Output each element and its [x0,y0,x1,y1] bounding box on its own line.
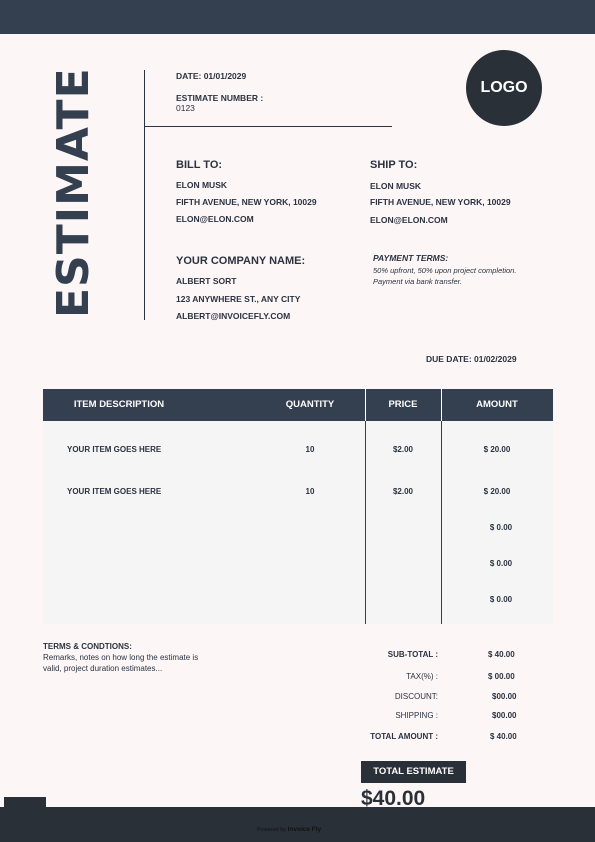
row-2-price: $2.00 [392,487,414,496]
terms-section [43,641,203,674]
shipping-label: SHIPPING : [395,711,438,720]
tax-label: TAX(%) : [406,672,438,681]
bottom-bar [0,807,595,842]
ship-to-heading: SHIP TO: [370,159,418,171]
header-item-description: ITEM DESCRIPTION [73,399,165,410]
horizontal-divider [144,126,392,127]
company-address: 123 ANYWHERE ST., ANY CITY [176,294,301,304]
brand-name: Invoice Fly [287,826,322,833]
shipping-value: $00.00 [492,711,517,720]
estimate-number: 0123 [176,103,195,113]
terms-heading: TERMS & CONDTIONS: [43,642,132,651]
row-2-quantity: 10 [305,487,315,496]
row-3-amount: $ 0.00 [489,523,513,532]
total-amount-label: TOTAL AMOUNT : [370,732,438,741]
header-divider [441,389,442,421]
items-table [43,421,553,624]
header-quantity: QUANTITY [285,399,335,410]
row-1-description: YOUR ITEM GOES HERE [67,445,162,454]
header-amount: AMOUNT [476,399,518,410]
discount-value: $00.00 [492,692,517,701]
total-estimate-value: $40.00 [361,787,426,810]
logo-text: LOGO [480,79,528,96]
company-logo [466,50,542,126]
terms-text: Remarks, notes on how long the estimate is valid, project duration estimates... [43,653,199,673]
company-email: ALBERT@INVOICEFLY.COM [176,311,291,321]
subtotal-label: SUB-TOTAL : [387,650,438,659]
company-contact-name: ALBERT SORT [176,276,237,286]
discount-label: DISCOUNT: [394,692,438,701]
table-header [43,389,553,421]
ship-to-address: FIFTH AVENUE, NEW YORK, 10029 [370,197,511,207]
estimate-date: DATE: 01/01/2029 [176,71,247,81]
ship-to-name: ELON MUSK [370,181,421,191]
tax-value: $ 00.00 [488,672,515,681]
company-heading: YOUR COMPANY NAME: [176,255,306,267]
payment-terms-line2: Payment via bank transfer. [373,277,462,286]
row-4-amount: $ 0.00 [489,559,513,568]
subtotal-value: $ 40.00 [488,650,515,659]
bill-to-address: FIFTH AVENUE, NEW YORK, 10029 [176,197,317,207]
vertical-divider [144,70,145,320]
total-amount-value: $ 40.00 [490,732,517,741]
payment-terms-line1: 50% upfront, 50% upon project completion. [373,266,517,275]
row-1-quantity: 10 [305,445,315,454]
payment-terms-heading: PAYMENT TERMS: [373,253,449,263]
ship-to-email: ELON@ELON.COM [370,215,448,225]
top-bar [0,0,595,34]
document-title: ESTIMATE [48,67,99,318]
row-1-price: $2.00 [392,445,414,454]
header-divider [365,389,366,421]
due-date: DUE DATE: 01/02/2029 [426,354,517,364]
total-estimate-label: TOTAL ESTIMATE [361,761,466,783]
row-5-amount: $ 0.00 [489,595,513,604]
bill-to-name: ELON MUSK [176,180,227,190]
header-price: PRICE [388,399,418,410]
powered-by-label: Powered by [257,827,287,833]
bill-to-heading: BILL TO: [176,159,223,171]
powered-by [257,826,321,833]
row-1-amount: $ 20.00 [483,445,511,454]
row-2-description: YOUR ITEM GOES HERE [67,487,162,496]
bill-to-email: ELON@ELON.COM [176,214,254,224]
estimate-number-label: ESTIMATE NUMBER : [176,93,264,103]
row-2-amount: $ 20.00 [483,487,511,496]
